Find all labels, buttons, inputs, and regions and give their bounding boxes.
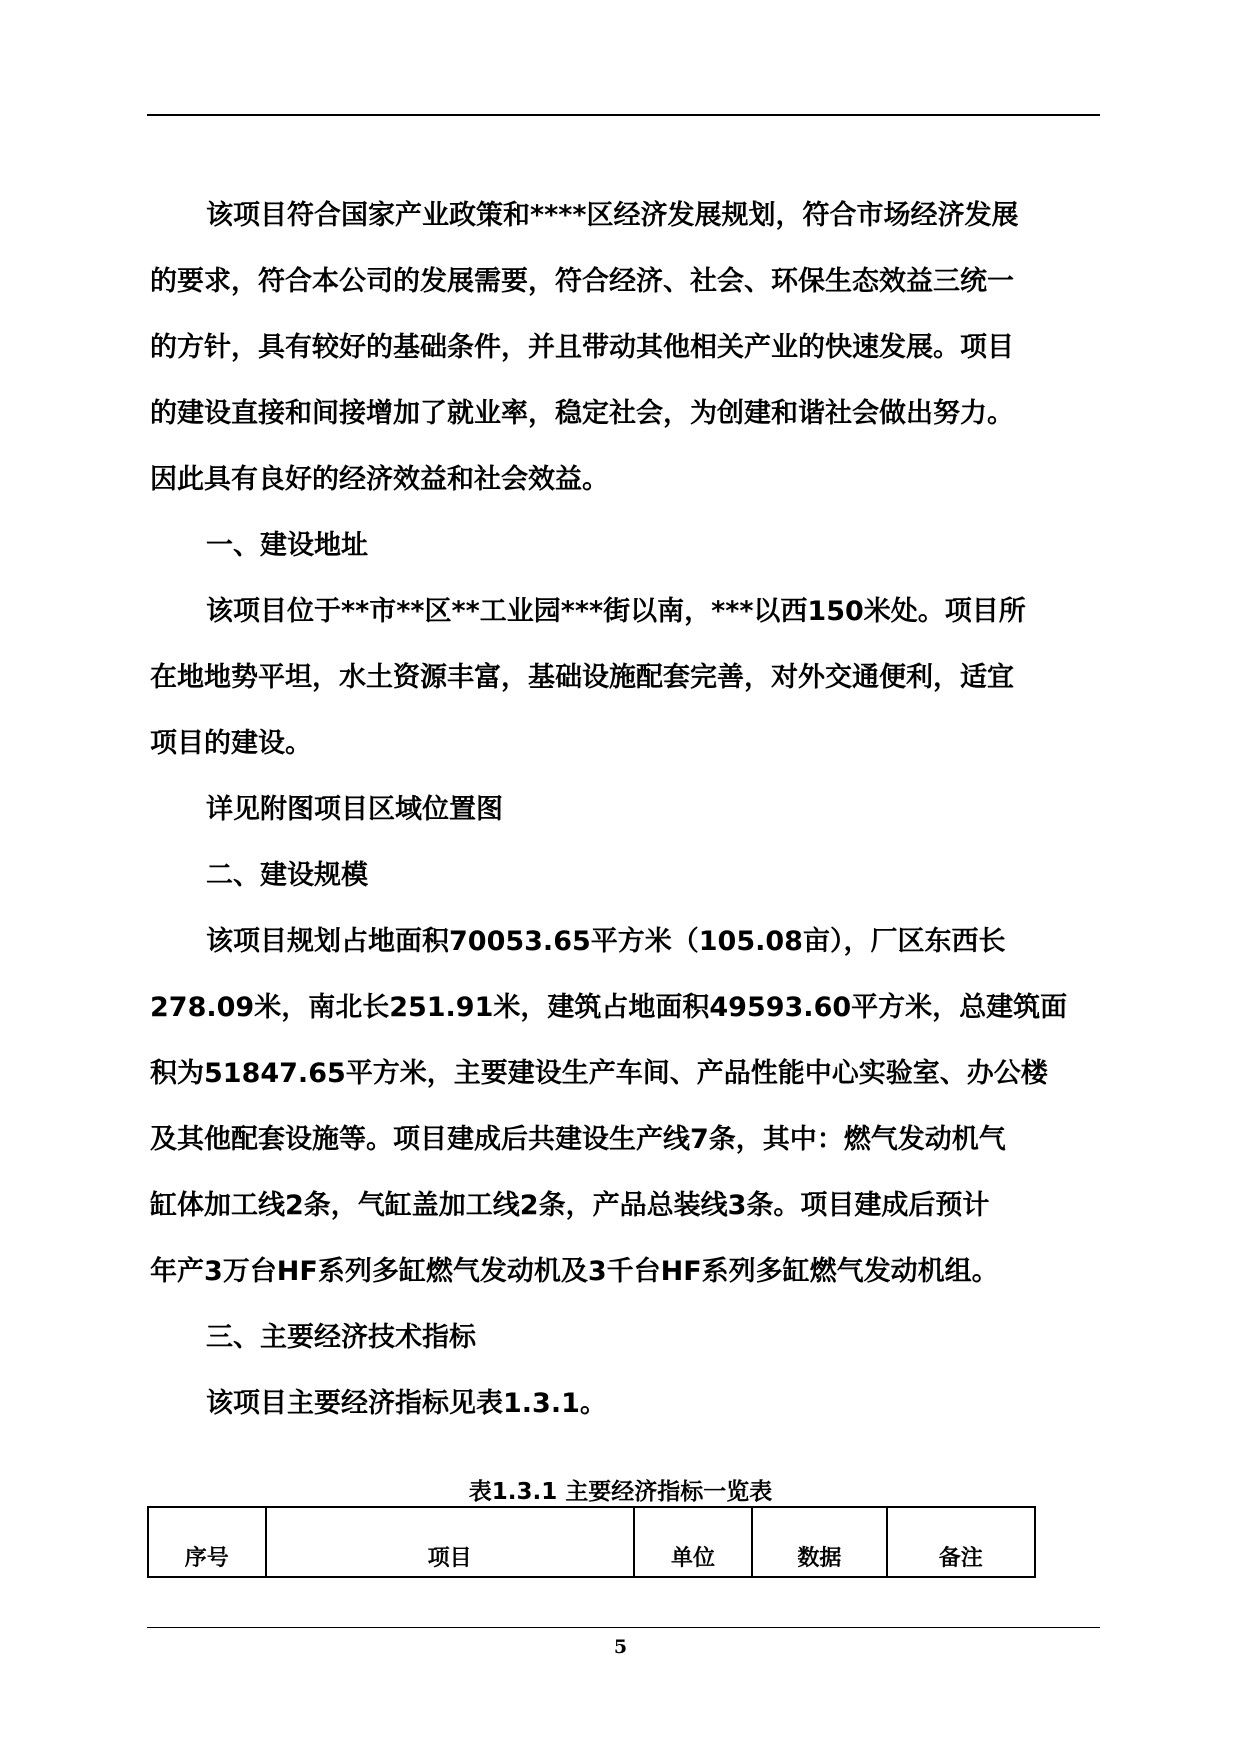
body-line: 的要求，符合本公司的发展需要，符合经济、社会、环保生态效益三统一	[150, 266, 1014, 297]
body-line: 年产3万台HF系列多缸燃气发动机及3千台HF系列多缸燃气发动机组。	[150, 1256, 999, 1287]
header-rule	[147, 114, 1100, 116]
body-line: 的方针，具有较好的基础条件，并且带动其他相关产业的快速发展。项目	[150, 332, 1014, 363]
body-line: 因此具有良好的经济效益和社会效益。	[150, 464, 609, 495]
body-line: 项目的建设。	[150, 728, 312, 759]
body-line: 该项目规划占地面积70053.65平方米（105.08亩），厂区东西长	[206, 926, 1006, 957]
page-number: 5	[613, 1636, 628, 1658]
body-line: 该项目位于**市**区**工业园***街以南，***以西150米处。项目所	[206, 596, 1026, 627]
section-heading-site: 一、建设地址	[206, 530, 368, 561]
column-header-index: 序号	[148, 1507, 266, 1577]
body-line: 缸体加工线2条，气缸盖加工线2条，产品总装线3条。项目建成后预计	[150, 1190, 990, 1221]
section-heading-scale: 二、建设规模	[206, 860, 368, 891]
table-caption: 表1.3.1 主要经济指标一览表	[468, 1479, 773, 1505]
body-line: 的建设直接和间接增加了就业率，稳定社会，为创建和谐社会做出努力。	[150, 398, 1014, 429]
body-line: 及其他配套设施等。项目建成后共建设生产线7条，其中：燃气发动机气	[150, 1124, 1006, 1155]
indicators-table	[147, 1506, 1036, 1578]
document-body	[150, 183, 1090, 1437]
section-heading-indicators: 三、主要经济技术指标	[206, 1322, 476, 1353]
body-line: 该项目符合国家产业政策和****区经济发展规划，符合市场经济发展	[206, 200, 1019, 231]
column-header-data: 数据	[752, 1507, 886, 1577]
footer-rule	[147, 1627, 1100, 1628]
table-header-row	[148, 1507, 1035, 1577]
column-header-item: 项目	[266, 1507, 634, 1577]
body-line: 详见附图项目区域位置图	[206, 794, 503, 825]
column-header-remarks: 备注	[887, 1507, 1035, 1577]
body-line: 在地地势平坦，水土资源丰富，基础设施配套完善，对外交通便利，适宜	[150, 662, 1014, 693]
body-line: 278.09米，南北长251.91米，建筑占地面积49593.60平方米，总建筑面	[150, 992, 1068, 1023]
body-line: 该项目主要经济指标见表1.3.1。	[206, 1388, 607, 1419]
column-header-unit: 单位	[634, 1507, 753, 1577]
body-line: 积为51847.65平方米，主要建设生产车间、产品性能中心实验室、办公楼	[150, 1058, 1048, 1089]
